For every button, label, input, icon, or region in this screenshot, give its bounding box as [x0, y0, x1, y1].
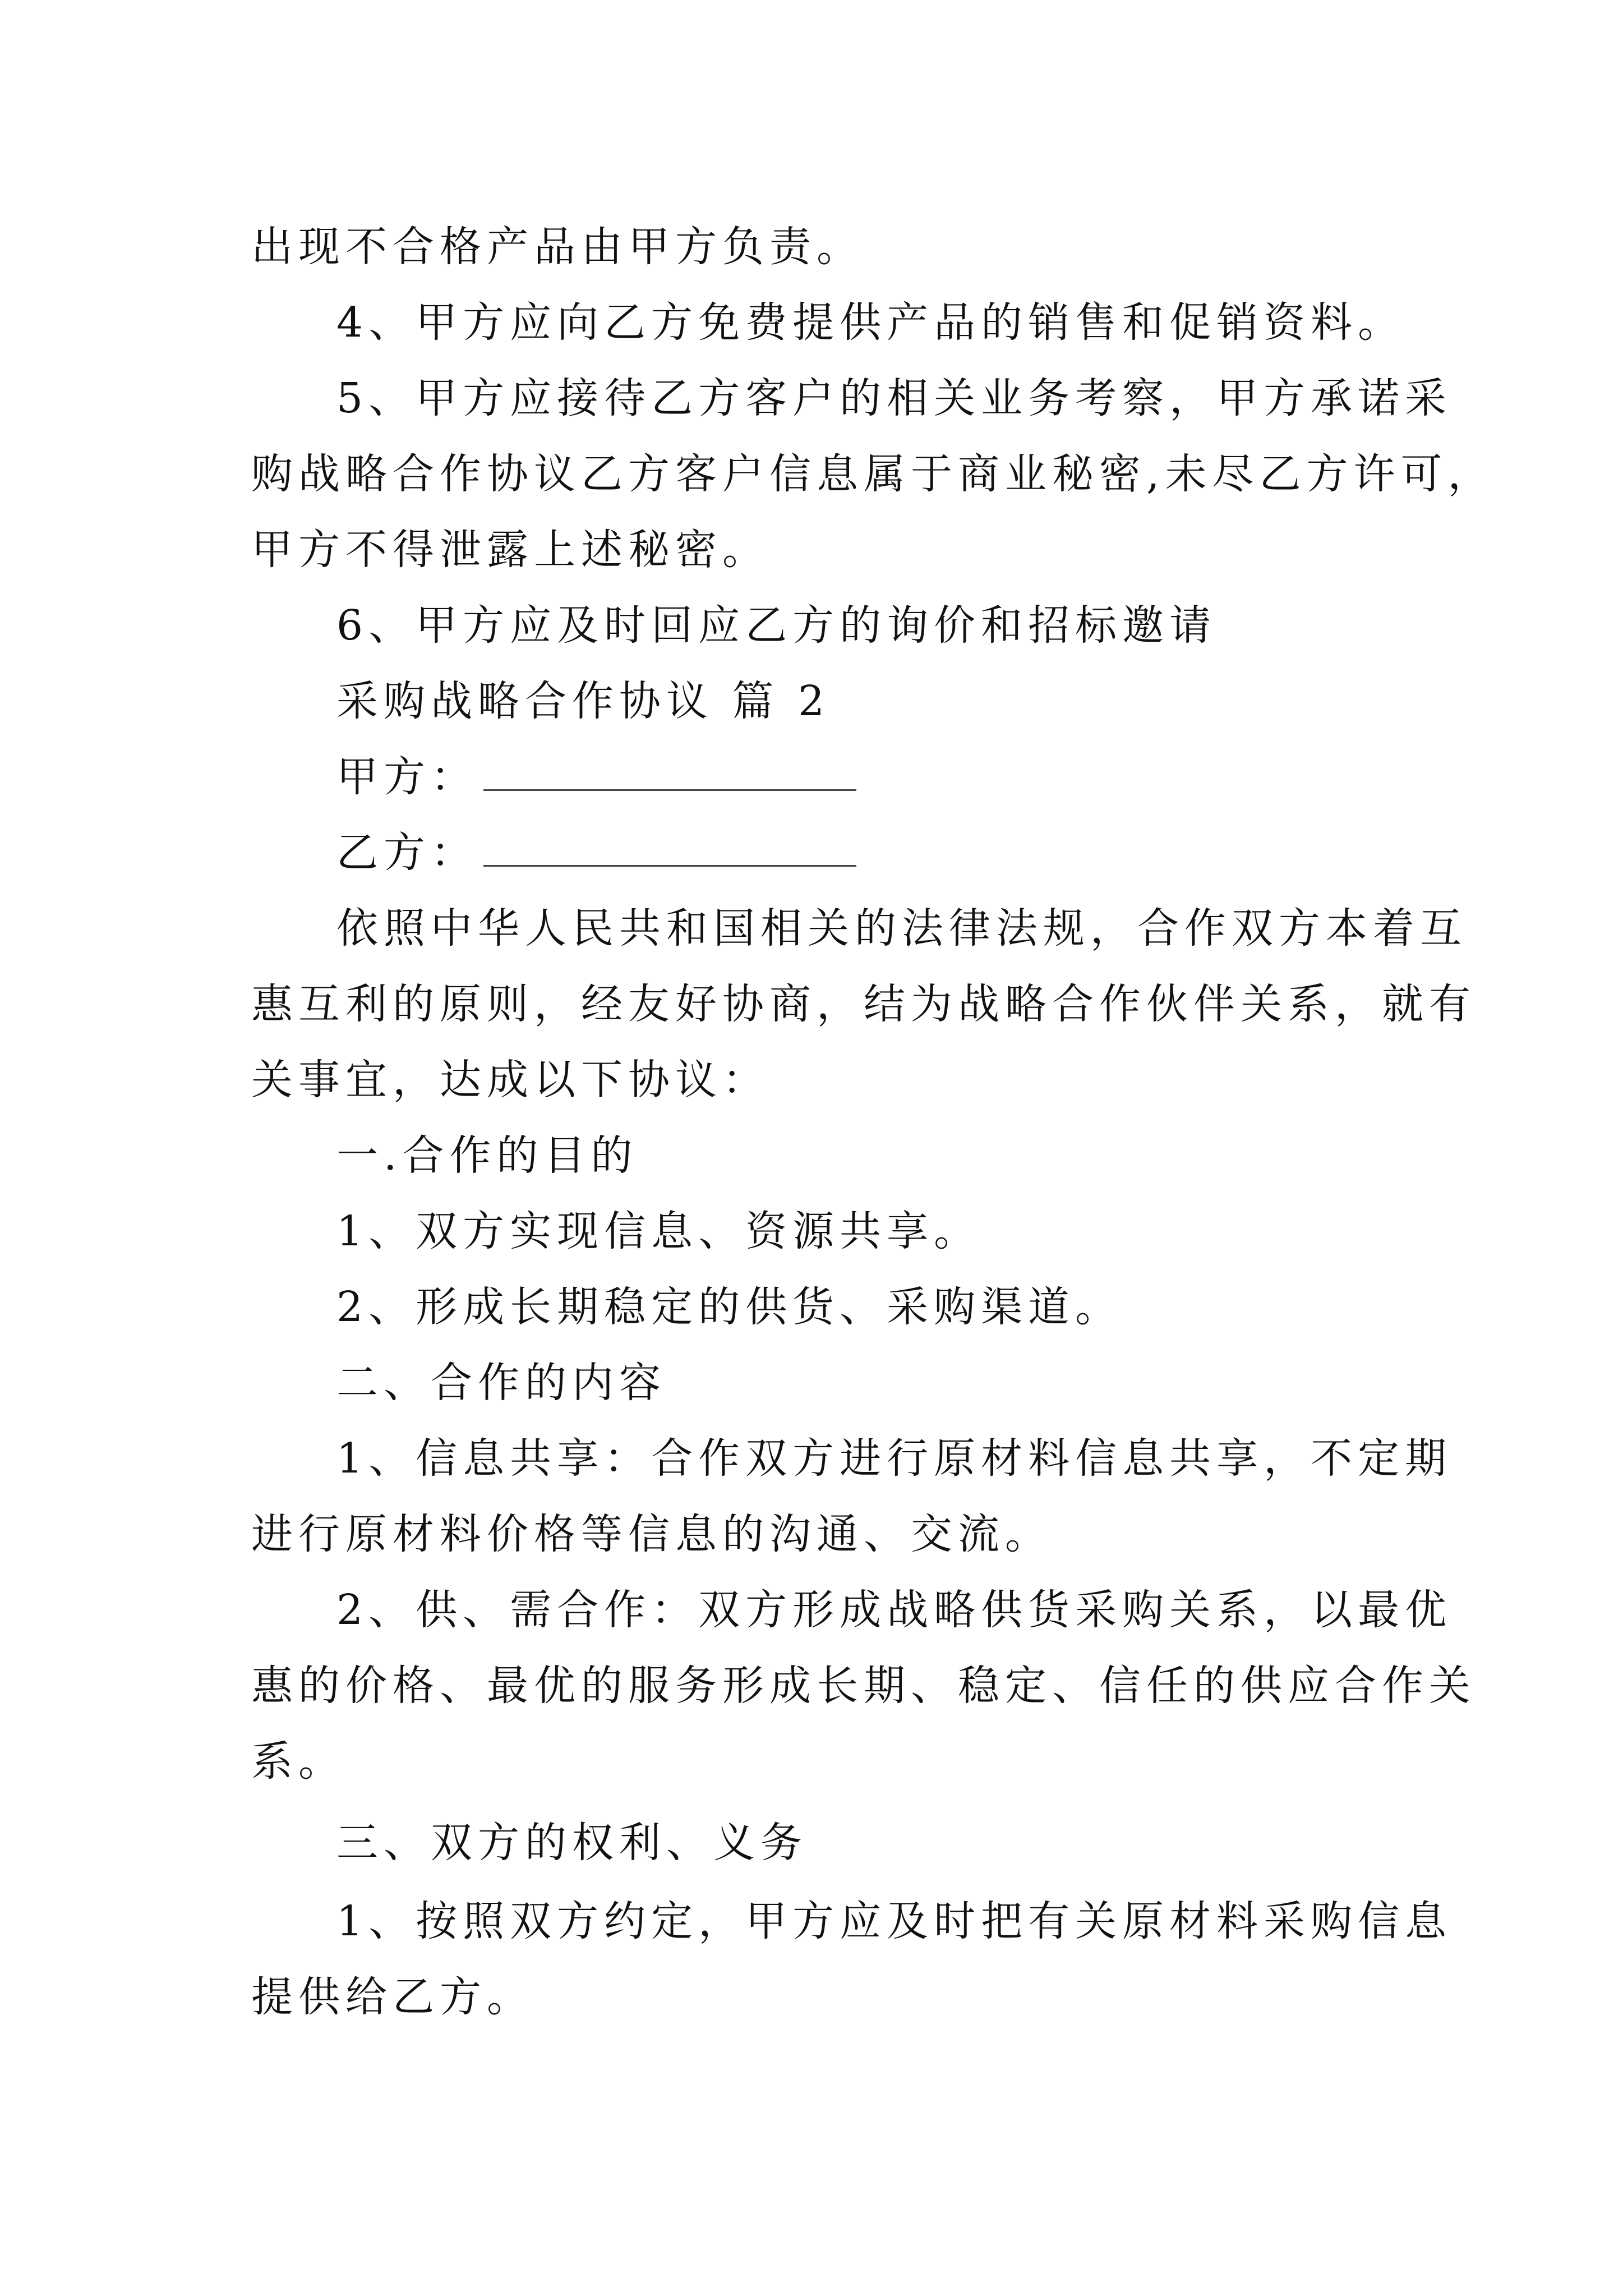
text-line: 进行原材料价格等信息的沟通、交流。 — [251, 1510, 1052, 1558]
text-line: 惠互利的原则，经友好协商，结为战略合作伙伴关系，就有 — [251, 980, 1476, 1028]
party-a-line — [336, 749, 856, 805]
text-line: 出现不合格产品由甲方负责。 — [251, 223, 864, 271]
heading: 一.合作的目的 — [336, 1131, 638, 1180]
party-a-blank — [483, 757, 856, 791]
text-line: 提供给乙方。 — [251, 1973, 534, 2021]
section-title: 采购战略合作协议 篇 2 — [336, 677, 831, 725]
party-a-label: 甲方： — [336, 753, 478, 801]
text-line: 5、甲方应接待乙方客户的相关业务考察，甲方承诺采 — [336, 374, 1453, 422]
party-b-blank — [483, 832, 856, 867]
heading: 三、双方的权利、义务 — [336, 1819, 808, 1867]
text-line: 关事宜，达成以下协议： — [251, 1056, 769, 1104]
text-line: 1、双方实现信息、资源共享。 — [336, 1207, 981, 1255]
text-line: 1、信息共享：合作双方进行原材料信息共享，不定期 — [336, 1434, 1453, 1483]
text-line: 6、甲方应及时回应乙方的询价和招标邀请 — [336, 601, 1217, 650]
text-line: 1、按照双方约定，甲方应及时把有关原材料采购信息 — [336, 1897, 1453, 1945]
text-line: 2、供、需合作：双方形成战略供货采购关系，以最优 — [336, 1586, 1453, 1634]
text-line: 惠的价格、最优的服务形成长期、稳定、信任的供应合作关 — [251, 1662, 1476, 1710]
party-b-line — [336, 825, 856, 881]
text-line: 系。 — [251, 1737, 345, 1786]
text-line: 依照中华人民共和国相关的法律法规，合作双方本着互 — [336, 904, 1467, 953]
text-line: 4、甲方应向乙方免费提供产品的销售和促销资料。 — [336, 298, 1405, 347]
text-line: 购战略合作协议乙方客户信息属于商业秘密,未尽乙方许可， — [251, 450, 1495, 498]
heading: 二、合作的内容 — [336, 1359, 666, 1407]
text-line: 甲方不得泄露上述秘密。 — [251, 526, 769, 574]
text-line: 2、形成长期稳定的供货、采购渠道。 — [336, 1283, 1123, 1331]
party-b-label: 乙方： — [336, 829, 478, 877]
